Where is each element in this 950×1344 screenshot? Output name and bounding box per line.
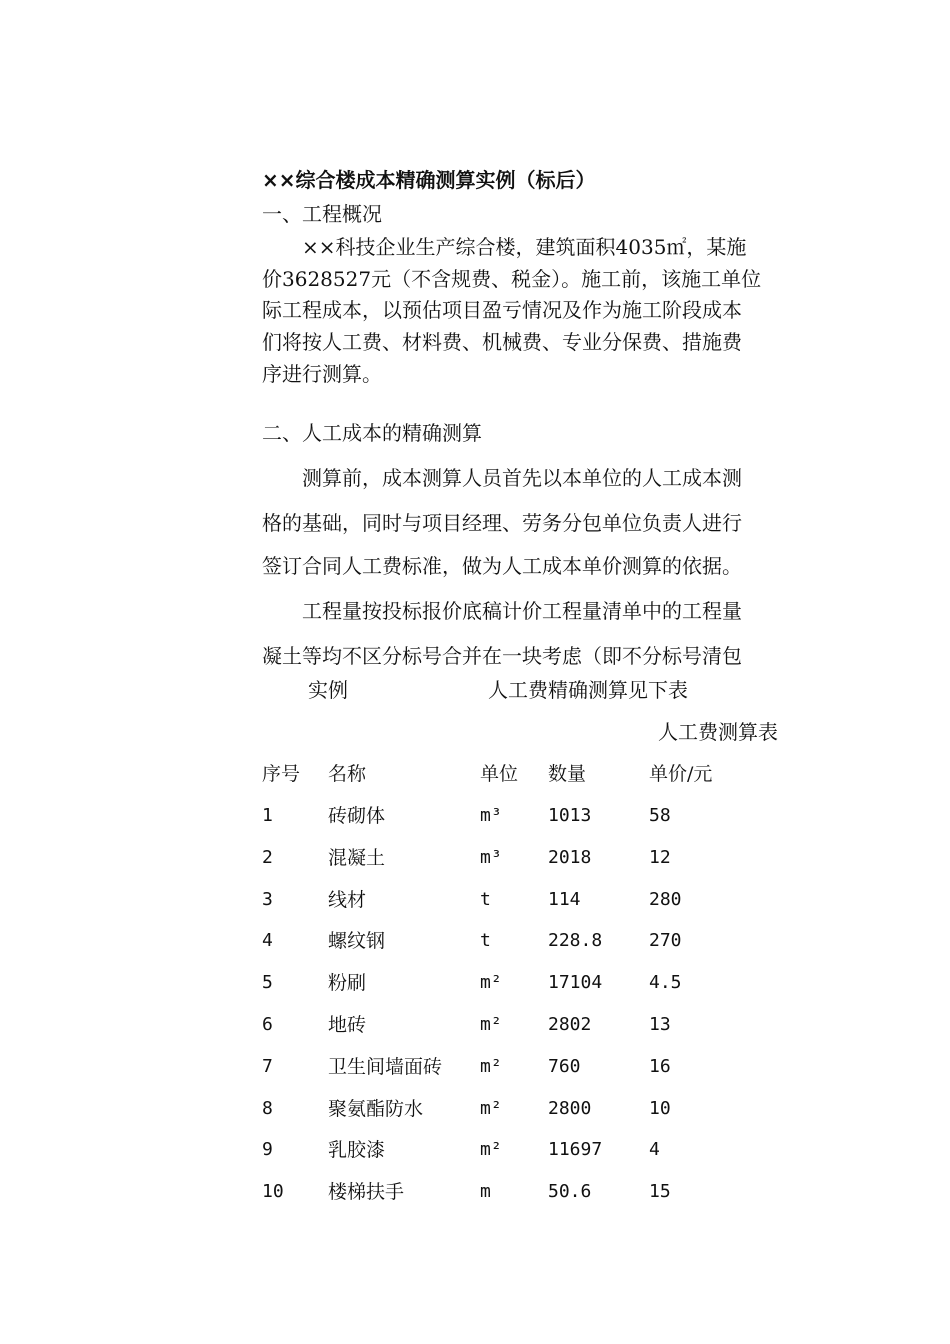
cell-quantity: 2800 [548,1097,592,1119]
cell-unit-price: 12 [649,846,671,868]
cell-index: 8 [262,1097,273,1119]
example-text: 人工费精确测算见下表 [488,678,688,702]
cell-quantity: 760 [548,1055,581,1077]
cell-unit: m² [480,1014,502,1035]
cell-name: 混凝土 [328,846,386,869]
document-page [262,0,798,1344]
cell-quantity: 2802 [548,1014,592,1035]
example-label: 实例 [308,678,348,702]
cell-unit: m³ [480,846,502,868]
cell-unit-price: 4.5 [649,972,682,994]
header-unit-price: 单价/元 [649,763,713,785]
header-name: 名称 [328,763,367,785]
cell-index: 10 [262,1181,284,1203]
paragraph-line: 工程量按投标报价底稿计价工程量清单中的工程量 [262,599,742,623]
cell-unit: m³ [480,805,502,826]
cell-unit-price: 58 [649,805,671,826]
paragraph-line: 价3628527元（不含规费、税金）。施工前，该施工单位 [262,267,762,291]
cell-name: 粉刷 [328,972,367,995]
paragraph-line: 凝土等均不区分标号合并在一块考虑（即不分标号清包 [262,644,742,668]
cell-name: 螺纹钢 [328,930,386,953]
cell-index: 2 [262,846,273,868]
cell-unit-price: 15 [649,1181,671,1203]
cell-name: 卫生间墙面砖 [328,1055,443,1078]
cell-quantity: 114 [548,888,581,910]
cell-unit-price: 270 [649,930,682,952]
cell-index: 1 [262,805,273,826]
cell-unit: m [480,1181,491,1203]
section-heading-labor: 二、人工成本的精确测算 [262,421,482,445]
cell-index: 5 [262,972,273,994]
cell-unit: m² [480,1097,502,1119]
cell-name: 地砖 [328,1014,367,1036]
cell-index: 3 [262,888,273,910]
cell-index: 6 [262,1014,273,1035]
cell-quantity: 228.8 [548,930,603,952]
cell-unit-price: 280 [649,888,682,910]
cell-name: 砖砌体 [328,805,386,827]
cell-quantity: 2018 [548,846,592,868]
cell-name: 乳胶漆 [328,1139,386,1162]
cell-index: 9 [262,1139,273,1161]
paragraph-line: 签订合同人工费标准，做为人工成本单价测算的依据。 [262,554,742,578]
cell-unit-price: 10 [649,1097,671,1119]
cell-unit: t [480,930,491,952]
cell-name: 线材 [328,888,367,911]
cell-quantity: 50.6 [548,1181,592,1203]
paragraph-line: 格的基础，同时与项目经理、劳务分包单位负责人进行 [262,511,742,535]
paragraph-line: 们将按人工费、材料费、机械费、专业分保费、措施费 [262,330,742,354]
cell-unit-price: 13 [649,1014,671,1035]
cell-unit-price: 16 [649,1055,671,1077]
cell-unit: m² [480,972,502,994]
cell-unit: t [480,888,491,910]
paragraph-line: 序进行测算。 [262,362,382,386]
paragraph-line: ××科技企业生产综合楼，建筑面积4035㎡，某施 [262,235,747,259]
paragraph-line: 测算前，成本测算人员首先以本单位的人工成本测 [262,466,742,490]
cell-unit-price: 4 [649,1139,660,1161]
cell-index: 4 [262,930,273,952]
page-title: ××综合楼成本精确测算实例（标后） [262,168,596,192]
cell-name: 聚氨酯防水 [328,1097,424,1120]
header-index: 序号 [262,763,301,785]
table-caption: 人工费测算表 [658,720,778,744]
cell-index: 7 [262,1055,273,1077]
cell-unit: m² [480,1139,502,1161]
header-quantity: 数量 [548,763,587,785]
cell-name: 楼梯扶手 [328,1181,405,1204]
cell-unit: m² [480,1055,502,1077]
cell-quantity: 17104 [548,972,603,994]
paragraph-line: 际工程成本，以预估项目盈亏情况及作为施工阶段成本 [262,298,742,322]
cell-quantity: 1013 [548,805,592,826]
section-heading-overview: 一、工程概况 [262,202,382,226]
cell-quantity: 11697 [548,1139,603,1161]
header-unit: 单位 [480,763,519,785]
